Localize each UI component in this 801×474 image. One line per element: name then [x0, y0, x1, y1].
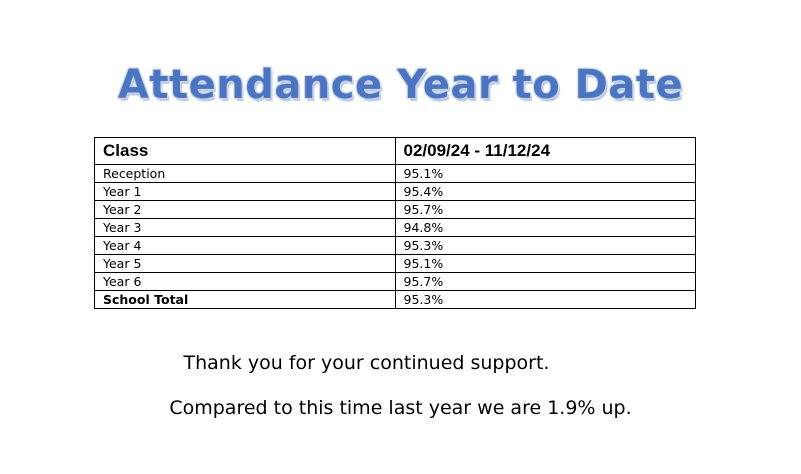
- attendance-cell: 95.1%: [395, 165, 696, 183]
- column-header-date-range: 02/09/24 - 11/12/24: [395, 138, 696, 165]
- class-cell: Year 3: [95, 219, 396, 237]
- table-row: [95, 273, 696, 291]
- total-value-cell: 95.3%: [395, 291, 696, 309]
- total-label-cell: School Total: [95, 291, 396, 309]
- class-cell: Year 4: [95, 237, 396, 255]
- page-title: Attendance Year to Date: [117, 62, 684, 108]
- class-cell: Year 6: [95, 273, 396, 291]
- class-cell: Year 2: [95, 201, 396, 219]
- column-header-class: Class: [95, 138, 396, 165]
- comparison-note: Compared to this time last year we are 1.9% up.: [169, 397, 632, 419]
- class-cell: Reception: [95, 165, 396, 183]
- attendance-cell: 94.8%: [395, 219, 696, 237]
- table-row: [95, 165, 696, 183]
- thank-you-note: Thank you for your continued support.: [183, 352, 550, 374]
- attendance-cell: 95.7%: [395, 273, 696, 291]
- class-cell: Year 5: [95, 255, 396, 273]
- table-row: [95, 255, 696, 273]
- total-row: [95, 291, 696, 309]
- table-row: [95, 237, 696, 255]
- attendance-cell: 95.1%: [395, 255, 696, 273]
- table-row: [95, 183, 696, 201]
- attendance-table: [94, 137, 696, 309]
- table-header-row: [95, 138, 696, 165]
- attendance-cell: 95.3%: [395, 237, 696, 255]
- attendance-cell: 95.7%: [395, 201, 696, 219]
- table-row: [95, 219, 696, 237]
- class-cell: Year 1: [95, 183, 396, 201]
- table-row: [95, 201, 696, 219]
- attendance-cell: 95.4%: [395, 183, 696, 201]
